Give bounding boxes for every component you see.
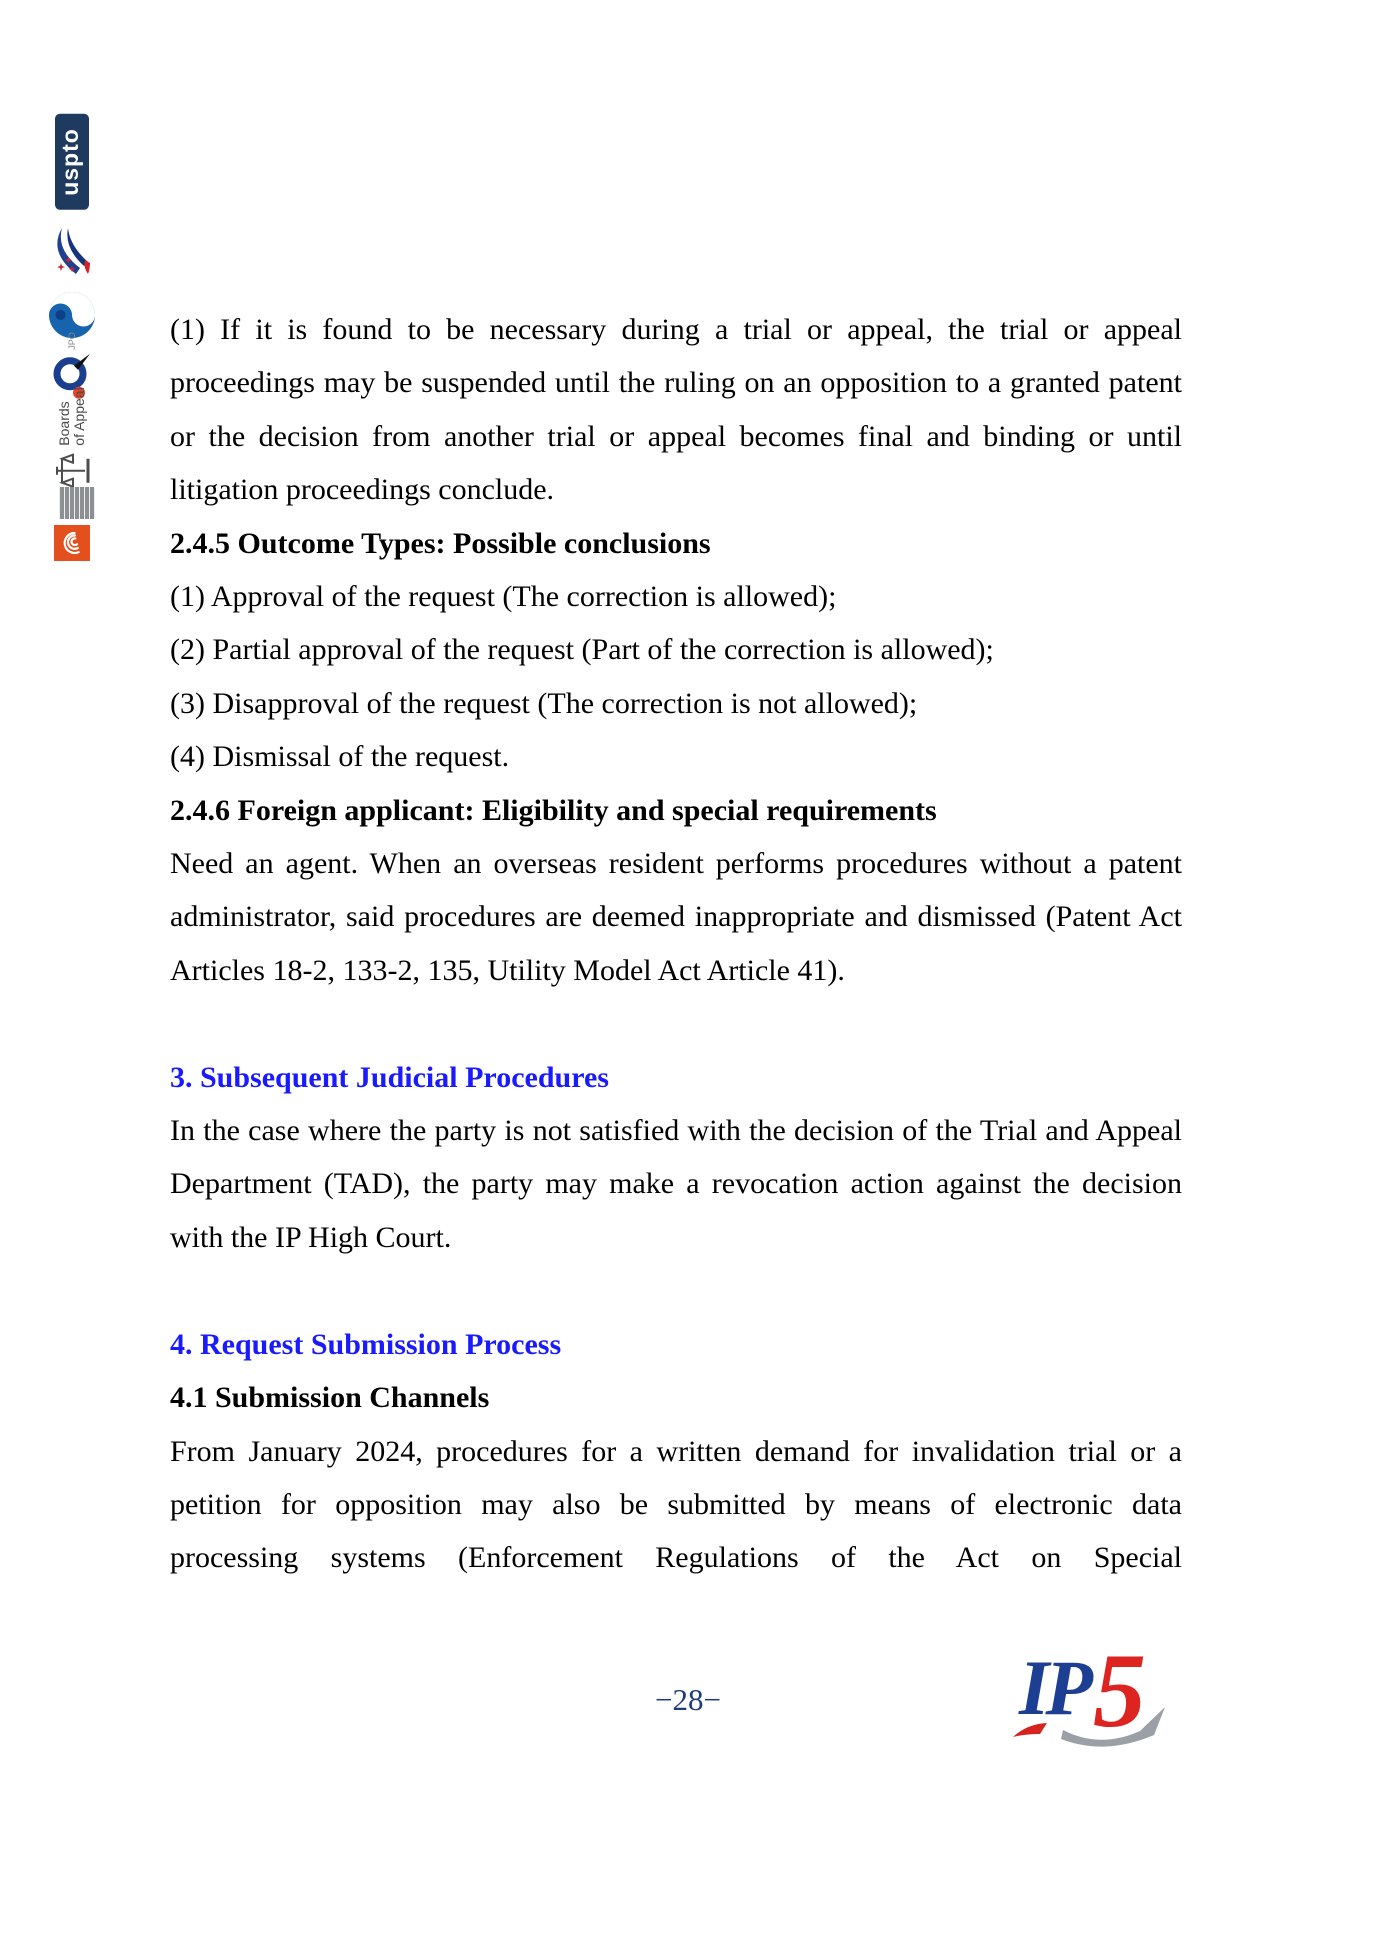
list-item: (1) Approval of the request (The correction is allowed); <box>170 580 837 614</box>
list-item: (4) Dismissal of the request. <box>170 740 510 774</box>
body-paragraph: (1) If it is found to be necessary during a trial or appeal, the trial or appeal proceedings may be suspended until the ruling on an opposition to a granted patent or the decision from another trial or appeal becomes final and binding or until litigation proceedings conclude. <box>170 313 1182 507</box>
body-paragraph: From January 2024, procedures for a written demand for invalidation trial or a petition for opposition may also be submitted by means of electronic data processing systems (Enforcement Regulations of the Act on Special <box>170 1434 1182 1575</box>
boards-of-appeal-label: Boards of Appeal <box>56 387 87 446</box>
body-paragraph: Need an agent. When an overseas resident performs procedures without a patent administrator, said procedures are deemed inappropriate and dismissed (Patent Act Articles 18-2, 133-2, 135, Utility Model Act Article 41). <box>170 847 1182 987</box>
cnipa-emblem-icon <box>46 226 98 278</box>
blank-line <box>170 1264 1182 1317</box>
uspto-logo-text: uspto <box>55 114 89 210</box>
epo-spiral-icon <box>54 525 90 561</box>
document-content <box>170 303 1182 1585</box>
ip5-ip-text: IP <box>1019 1644 1089 1731</box>
epo-text-block <box>54 481 100 525</box>
list-item: (2) Partial approval of the request (Part of the correction is allowed); <box>170 633 994 667</box>
section-heading-blue: 4. Request Submission Process <box>170 1327 562 1361</box>
subsection-heading: 4.1 Submission Channels <box>170 1381 490 1415</box>
boards-of-appeal-logo <box>54 387 90 488</box>
ip5-logo-icon <box>1005 1630 1183 1755</box>
uspto-logo <box>55 114 89 210</box>
ip5-logo <box>1005 1630 1183 1760</box>
blank-line <box>170 997 1182 1050</box>
page-number: −28− <box>655 1682 721 1717</box>
ip5-five-text: 5 <box>1093 1632 1146 1749</box>
cnipa-logo <box>46 226 98 278</box>
section-heading-blue: 3. Subsequent Judicial Procedures <box>170 1060 609 1094</box>
jpo-logo-text: JPO <box>67 332 77 350</box>
list-item: (3) Disapproval of the request (The correction is not allowed); <box>170 686 918 720</box>
epo-logo <box>54 481 90 561</box>
subsection-heading: 2.4.5 Outcome Types: Possible conclusions <box>170 526 711 560</box>
subsection-heading: 2.4.6 Foreign applicant: Eligibility and special requirements <box>170 793 937 827</box>
body-paragraph: In the case where the party is not satisfied with the decision of the Trial and Appeal Department (TAD), the party may make a revocation action against the decision with the IP High Court. <box>170 1114 1182 1254</box>
